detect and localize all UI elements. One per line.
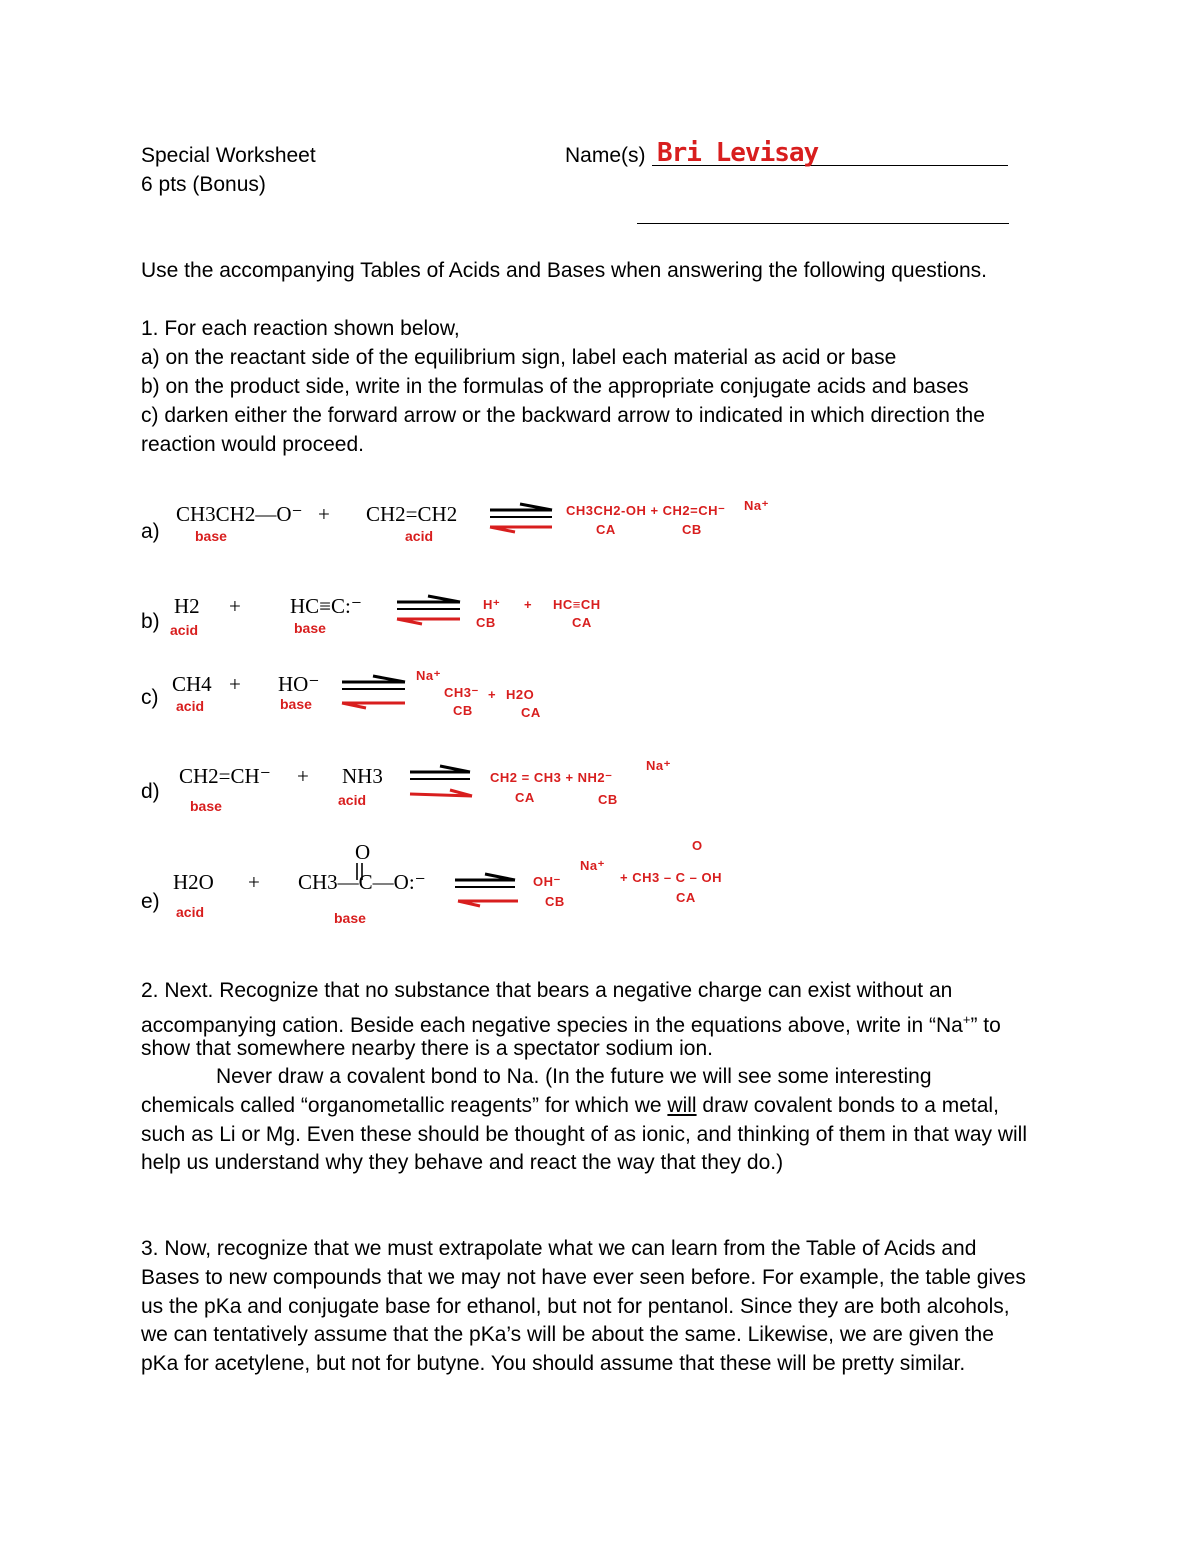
reaction-c-reactant-1: CH4 xyxy=(172,672,212,696)
reaction-a-tag-2: acid xyxy=(405,528,434,544)
reaction-c-sodium: Na⁺ xyxy=(416,668,441,683)
reaction-b-reactant-1: H2 xyxy=(174,594,200,618)
reaction-b-product-1: H⁺ xyxy=(483,597,501,612)
reaction-d-products: CH2 = CH3 + NH2⁻ xyxy=(490,770,613,785)
q3-line-1: 3. Now, recognize that we must extrapolate what we can learn from the Table of Acids and xyxy=(141,1237,977,1260)
q1-part-b: b) on the product side, write in the formulas of the appropriate conjugate acids and bases xyxy=(141,375,969,398)
reaction-e-plus: + xyxy=(248,870,260,894)
q1-title: 1. For each reaction shown below, xyxy=(141,317,460,340)
reaction-e-tag-1: acid xyxy=(176,904,205,920)
q2-line-4: Never draw a covalent bond to Na. (In the future we will see some interesting xyxy=(216,1065,932,1088)
q2-line-1: 2. Next. Recognize that no substance that bears a negative charge can exist without an xyxy=(141,979,953,1002)
reaction-c-ca: CA xyxy=(521,705,541,720)
q2-line-5: chemicals called “organometallic reagents” for which we will draw covalent bonds to a metal, xyxy=(141,1094,999,1117)
q3-line-4: we can tentatively assume that the pKa’s will be about the same. Likewise, we are given the xyxy=(141,1323,994,1346)
reaction-b-plus: + xyxy=(229,594,241,618)
reaction-e-ca: CA xyxy=(676,890,696,905)
reaction-e-sodium: Na⁺ xyxy=(580,858,605,873)
q1-part-a: a) on the reactant side of the equilibrium sign, label each material as acid or base xyxy=(141,346,897,369)
reaction-d-ca: CA xyxy=(515,790,535,805)
reaction-e-carbonyl-oxygen: O xyxy=(355,840,371,864)
reaction-a-reactant-2: CH2=CH2 xyxy=(366,502,458,526)
q3-line-2: Bases to new compounds that we may not have ever seen before. For example, the table gives xyxy=(141,1266,1026,1289)
reaction-a-reactant-1: CH3CH2—O⁻ xyxy=(176,502,303,526)
reaction-d-sodium: Na⁺ xyxy=(646,758,671,773)
reaction-a-ca: CA xyxy=(596,522,616,537)
reaction-d-plus: + xyxy=(297,764,309,788)
reaction-a-tag-1: base xyxy=(195,528,227,544)
q2-line-6: such as Li or Mg. Even these should be thought of as ionic, and thinking of them in that way will xyxy=(141,1123,1028,1146)
reaction-a-label: a) xyxy=(141,520,160,543)
reaction-d-reactant-1: CH2=CH⁻ xyxy=(179,764,271,788)
reaction-e-reactant-1: H2O xyxy=(173,870,214,894)
reaction-b-label: b) xyxy=(141,610,160,633)
reaction-d-cb: CB xyxy=(598,792,618,807)
reaction-c-cb: CB xyxy=(453,703,473,718)
reaction-c-label: c) xyxy=(141,686,159,709)
reaction-d-tag-1: base xyxy=(190,798,222,814)
reaction-e-label: e) xyxy=(141,890,160,913)
reaction-a-plus: + xyxy=(318,502,330,526)
reaction-c-tag-2: base xyxy=(280,696,312,712)
reaction-b-tag-2: base xyxy=(294,620,326,636)
reaction-c-product-1: CH3⁻ xyxy=(444,685,479,700)
reaction-a-cb: CB xyxy=(682,522,702,537)
points-label: 6 pts (Bonus) xyxy=(141,173,266,196)
reaction-e-product-2: + CH3 – C – OH xyxy=(620,870,723,885)
reaction-b-cb: CB xyxy=(476,615,496,630)
reaction-b-reactant-2: HC≡C:⁻ xyxy=(290,594,362,618)
name-label: Name(s) xyxy=(565,144,646,167)
reaction-e-cb: CB xyxy=(545,894,565,909)
student-name: Bri Levisay xyxy=(657,138,819,168)
q2-line-7: help us understand why they behave and react the way that they do.) xyxy=(141,1151,784,1174)
q3-line-5: pKa for acetylene, but not for butyne. You should assume that these will be pretty similar. xyxy=(141,1352,966,1375)
reaction-e-product-oxygen: O xyxy=(692,838,703,853)
reaction-c-product-2: H2O xyxy=(506,687,535,702)
reaction-b-plus-2: + xyxy=(524,597,533,612)
reaction-c-plus: + xyxy=(229,672,241,696)
reaction-a-products: CH3CH2-OH + CH2=CH⁻ xyxy=(566,503,726,518)
reaction-a-sodium: Na⁺ xyxy=(744,498,769,513)
q1-part-c: c) darken either the forward arrow or the backward arrow to indicated in which direction the xyxy=(141,404,985,427)
reaction-b-product-2: HC≡CH xyxy=(553,597,601,612)
reaction-c-reactant-2: HO⁻ xyxy=(278,672,320,696)
reaction-c-tag-1: acid xyxy=(176,698,205,714)
reaction-d-label: d) xyxy=(141,780,160,803)
worksheet-title: Special Worksheet xyxy=(141,144,316,167)
reaction-c-plus-2: + xyxy=(488,687,497,702)
intro-text: Use the accompanying Tables of Acids and Bases when answering the following questions. xyxy=(141,259,987,282)
reaction-d-reactant-2: NH3 xyxy=(342,764,383,788)
q1-part-c-cont: reaction would proceed. xyxy=(141,433,364,456)
reaction-b-ca: CA xyxy=(572,615,592,630)
reaction-e-tag-2: base xyxy=(334,910,366,926)
reaction-d-tag-2: acid xyxy=(338,792,367,808)
reaction-e-product-1: OH⁻ xyxy=(533,874,561,889)
q2-line-2: accompanying cation. Beside each negative species in the equations above, write in “Na+” to xyxy=(141,1012,1001,1037)
q2-line-3: show that somewhere nearby there is a spectator sodium ion. xyxy=(141,1037,713,1060)
reaction-e-reactant-2: CH3—C—O:⁻ xyxy=(298,870,426,894)
reaction-b-tag-1: acid xyxy=(170,622,199,638)
q3-line-3: us the pKa and conjugate base for ethanol, but not for pentanol. Since they are both alcohols, xyxy=(141,1295,1010,1318)
